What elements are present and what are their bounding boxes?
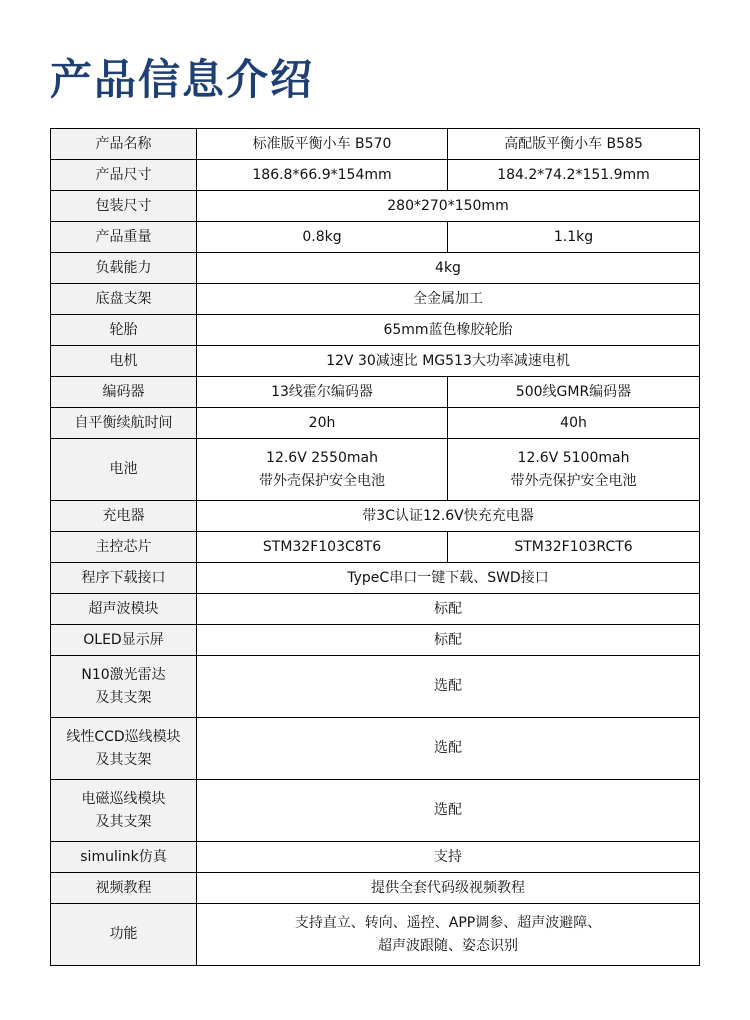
row-value: 选配 — [197, 780, 700, 842]
row-value: 12.6V 2550mah 带外壳保护安全电池 — [197, 439, 448, 501]
table-row — [51, 129, 700, 160]
row-value: STM32F103C8T6 — [197, 532, 448, 563]
row-label: 产品名称 — [51, 129, 197, 160]
table-row — [51, 222, 700, 253]
row-label: 主控芯片 — [51, 532, 197, 563]
row-label: N10激光雷达 及其支架 — [51, 656, 197, 718]
row-label: 充电器 — [51, 501, 197, 532]
row-value: 20h — [197, 408, 448, 439]
row-label: 电池 — [51, 439, 197, 501]
row-value: 12V 30减速比 MG513大功率减速电机 — [197, 346, 700, 377]
table-row — [51, 873, 700, 904]
row-value: 高配版平衡小车 B585 — [448, 129, 700, 160]
row-label: 负载能力 — [51, 253, 197, 284]
table-row — [51, 160, 700, 191]
row-label: 底盘支架 — [51, 284, 197, 315]
row-value: 13线霍尔编码器 — [197, 377, 448, 408]
row-value: 40h — [448, 408, 700, 439]
table-row — [51, 253, 700, 284]
row-value: 提供全套代码级视频教程 — [197, 873, 700, 904]
row-value: 1.1kg — [448, 222, 700, 253]
table-row — [51, 439, 700, 501]
row-value: 支持直立、转向、遥控、APP调参、超声波避障、 超声波跟随、姿态识别 — [197, 904, 700, 966]
row-label: 产品重量 — [51, 222, 197, 253]
row-label: 线性CCD巡线模块 及其支架 — [51, 718, 197, 780]
table-row — [51, 532, 700, 563]
row-value: 65mm蓝色橡胶轮胎 — [197, 315, 700, 346]
row-value: 500线GMR编码器 — [448, 377, 700, 408]
table-row — [51, 780, 700, 842]
row-label: 自平衡续航时间 — [51, 408, 197, 439]
row-value: 标准版平衡小车 B570 — [197, 129, 448, 160]
table-row — [51, 346, 700, 377]
row-value: 选配 — [197, 718, 700, 780]
row-label: 编码器 — [51, 377, 197, 408]
row-value: 0.8kg — [197, 222, 448, 253]
row-value: 标配 — [197, 594, 700, 625]
table-row — [51, 718, 700, 780]
row-label: simulink仿真 — [51, 842, 197, 873]
table-row — [51, 315, 700, 346]
row-label: 视频教程 — [51, 873, 197, 904]
table-row — [51, 191, 700, 222]
row-label: 超声波模块 — [51, 594, 197, 625]
row-value: 全金属加工 — [197, 284, 700, 315]
row-label: 轮胎 — [51, 315, 197, 346]
table-row — [51, 408, 700, 439]
row-label: OLED显示屏 — [51, 625, 197, 656]
page-title: 产品信息介绍 — [50, 55, 315, 104]
table-row — [51, 904, 700, 966]
table-row — [51, 377, 700, 408]
row-value: 184.2*74.2*151.9mm — [448, 160, 700, 191]
row-value: 12.6V 5100mah 带外壳保护安全电池 — [448, 439, 700, 501]
row-value: 280*270*150mm — [197, 191, 700, 222]
row-value: 标配 — [197, 625, 700, 656]
table-row — [51, 284, 700, 315]
row-value: 带3C认证12.6V快充充电器 — [197, 501, 700, 532]
table-row — [51, 842, 700, 873]
table-row — [51, 594, 700, 625]
table-row — [51, 625, 700, 656]
table-row — [51, 563, 700, 594]
row-label: 程序下载接口 — [51, 563, 197, 594]
row-value: 支持 — [197, 842, 700, 873]
table-row — [51, 501, 700, 532]
row-value: 186.8*66.9*154mm — [197, 160, 448, 191]
product-spec-table — [50, 128, 700, 966]
spec-table-body — [51, 129, 700, 966]
row-value: 4kg — [197, 253, 700, 284]
row-label: 功能 — [51, 904, 197, 966]
row-label: 电机 — [51, 346, 197, 377]
row-value: 选配 — [197, 656, 700, 718]
row-value: TypeC串口一键下载、SWD接口 — [197, 563, 700, 594]
row-value: STM32F103RCT6 — [448, 532, 700, 563]
row-label: 电磁巡线模块 及其支架 — [51, 780, 197, 842]
row-label: 包装尺寸 — [51, 191, 197, 222]
table-row — [51, 656, 700, 718]
row-label: 产品尺寸 — [51, 160, 197, 191]
